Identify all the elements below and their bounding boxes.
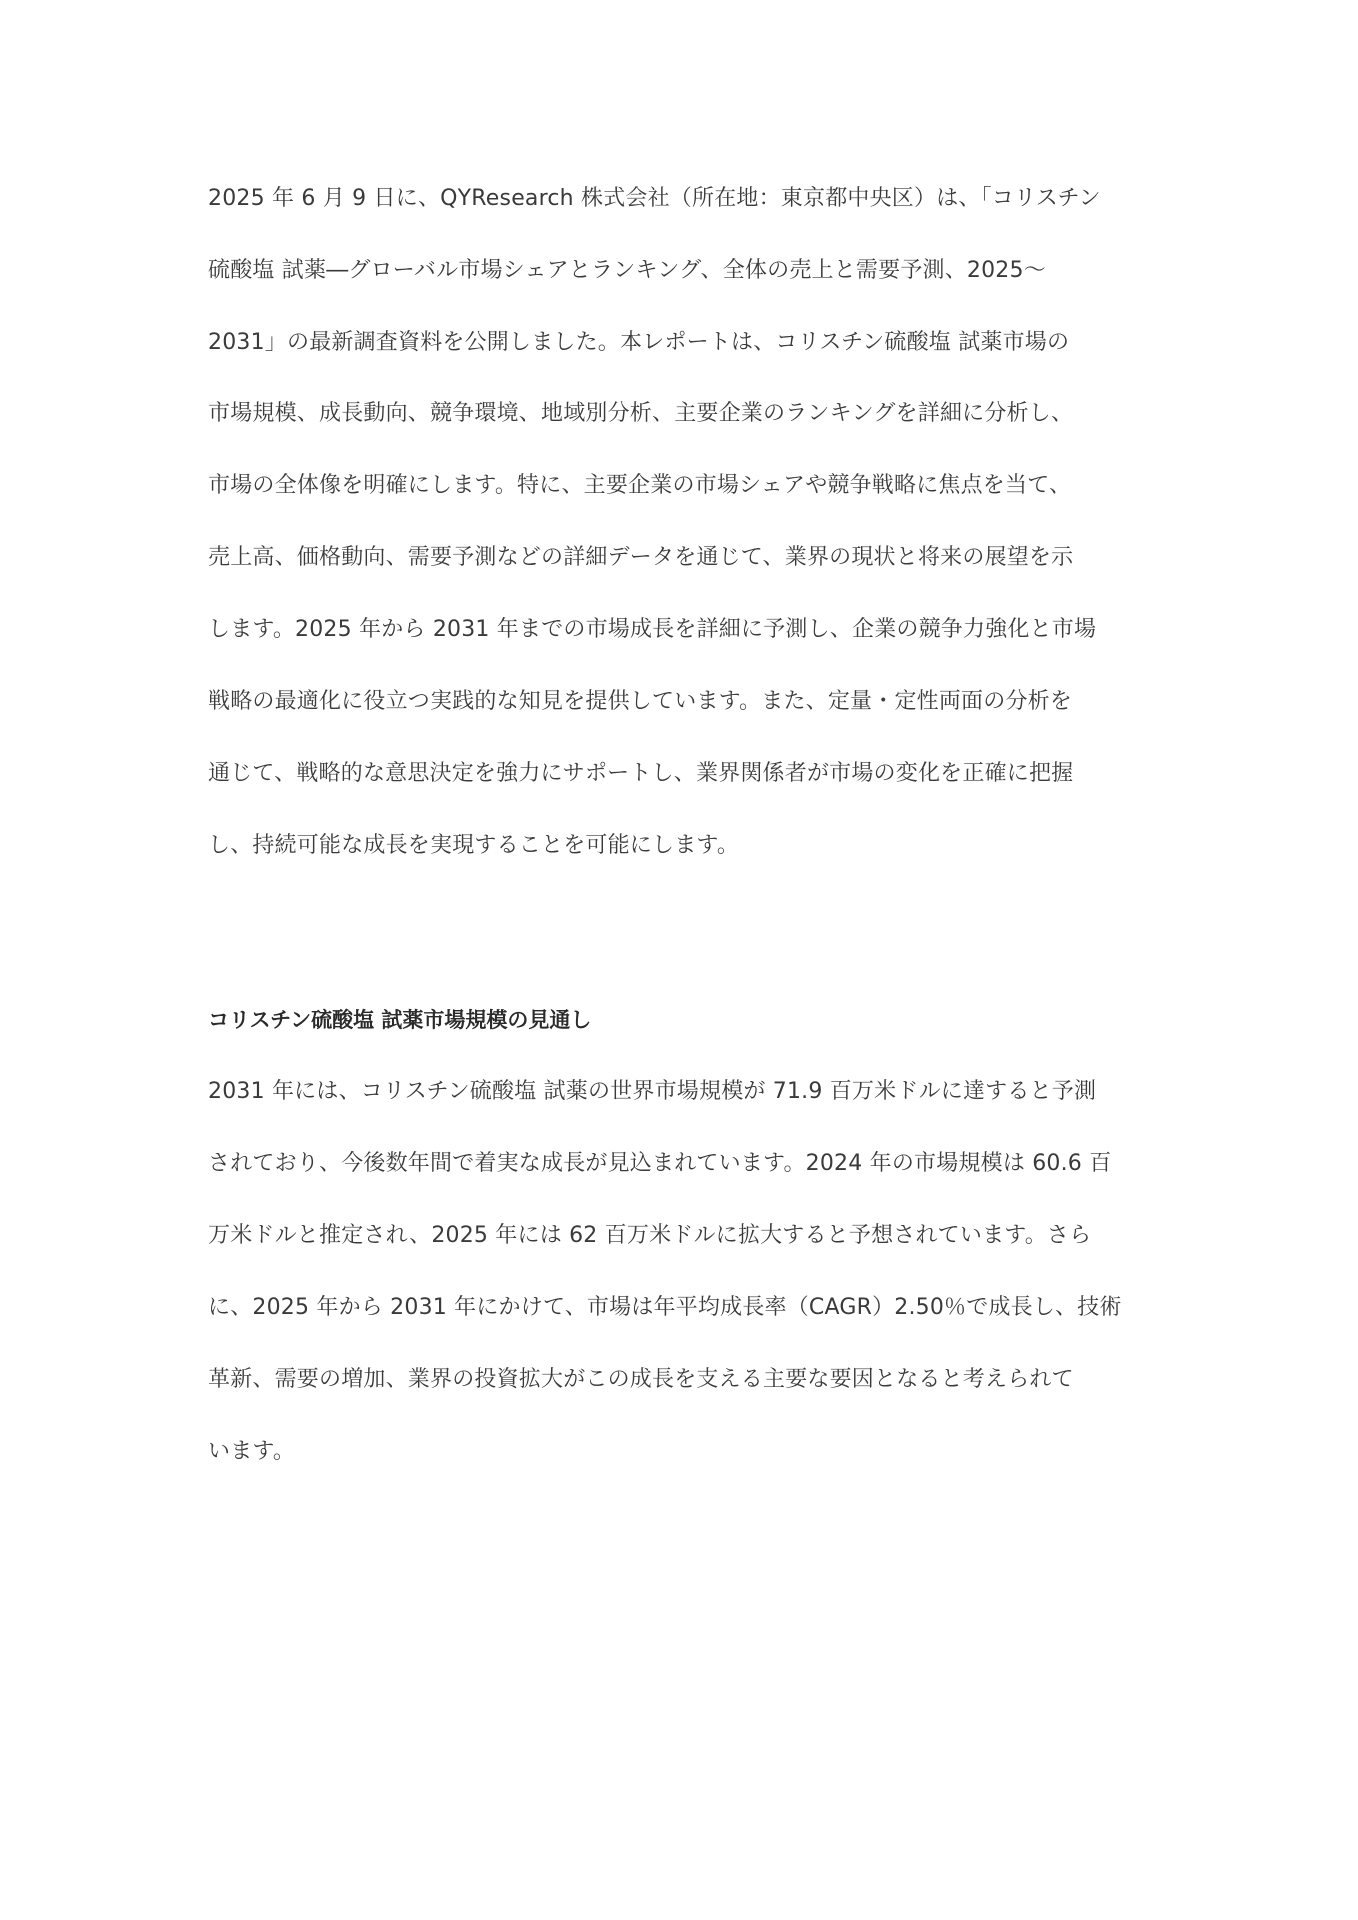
intro-line: 売上高、価格動向、需要予測などの詳細データを通じて、業界の現状と将来の展望を示 <box>208 545 1074 570</box>
section-line: されており、今後数年間で着実な成長が見込まれています。2024 年の市場規模は 60.6 百 <box>208 1151 1112 1176</box>
intro-line: 戦略の最適化に役立つ実践的な知見を提供しています。また、定量・定性両面の分析を <box>208 689 1073 714</box>
section-heading: コリスチン硫酸塩 試薬市場規模の見通し <box>208 1008 592 1032</box>
intro-line: 2031」の最新調査資料を公開しました。本レポートは、コリスチン硫酸塩 試薬市場の <box>208 330 1070 355</box>
section-line: 革新、需要の増加、業界の投資拡大がこの成長を支える主要な要因となると考えられて <box>208 1367 1074 1392</box>
section-line: います。 <box>208 1439 296 1464</box>
intro-line: 硫酸塩 試薬―グローバル市場シェアとランキング、全体の売上と需要予測、2025～ <box>208 258 1046 283</box>
intro-line: 市場の全体像を明確にします。特に、主要企業の市場シェアや競争戦略に焦点を当て、 <box>208 473 1072 498</box>
intro-line: 通じて、戦略的な意思決定を強力にサポートし、業界関係者が市場の変化を正確に把握 <box>208 761 1074 786</box>
section-line: 2031 年には、コリスチン硫酸塩 試薬の世界市場規模が 71.9 百万米ドルに達すると予測 <box>208 1079 1097 1104</box>
intro-line: し、持続可能な成長を実現することを可能にします。 <box>208 833 740 858</box>
intro-line: します。2025 年から 2031 年までの市場成長を詳細に予測し、企業の競争力強化と市場 <box>208 617 1097 642</box>
intro-line: 2025 年 6 月 9 日に、QYResearch 株式会社（所在地：東京都中央区）は、「コリスチン <box>208 186 1101 211</box>
intro-line: 市場規模、成長動向、競争環境、地域別分析、主要企業のランキングを詳細に分析し、 <box>208 401 1074 426</box>
section-line: に、2025 年から 2031 年にかけて、市場は年平均成長率（CAGR）2.50％で成長し、技術 <box>208 1295 1122 1320</box>
section-line: 万米ドルと推定され、2025 年には 62 百万米ドルに拡大すると予想されています。さら <box>208 1223 1092 1248</box>
